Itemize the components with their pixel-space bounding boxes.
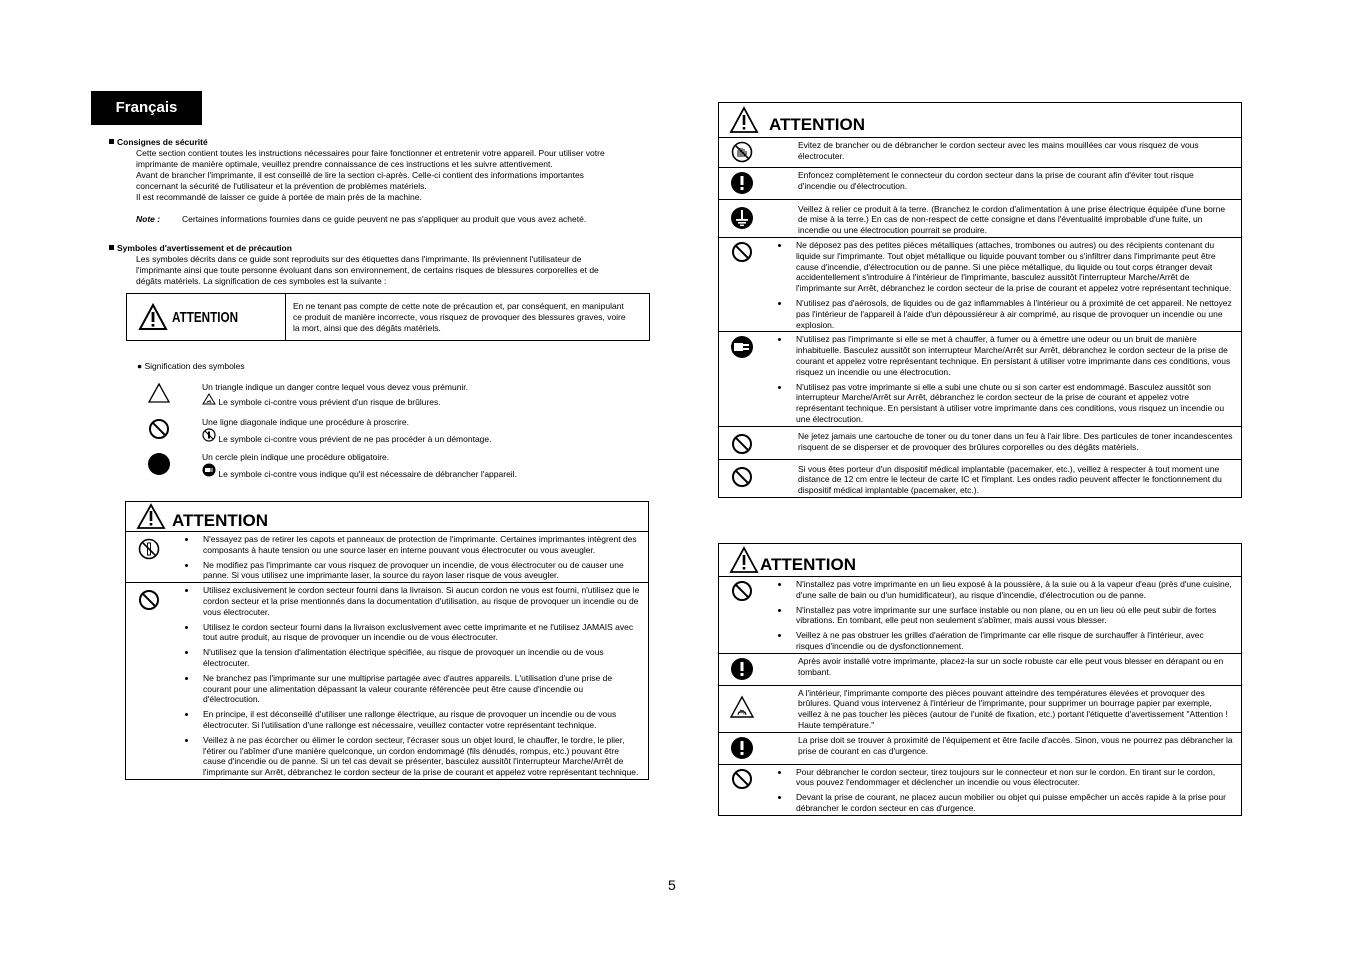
symbols-meaning-title: ● Signification des symboles <box>137 361 245 371</box>
meaning-triangle: Un triangle indique un danger contre lequel vous devez vous prémunir. Le symbole ci-contre vous prévient d'un risque de brûlures. <box>202 382 469 407</box>
list-item: • Devant la prise de courant, ne placez aucun mobilier ou objet qui puisse empêcher un accès rapide à la prise pour débrancher le cordon secteur en cas d'urgence. <box>790 792 1233 814</box>
attention-legend-box <box>126 293 650 341</box>
list-item: • Veillez à ne pas obstruer les grilles d'aération de l'imprimante car elle risque de surchauffer à l'intérieur, avec risques d'incendie ou de dysfonctionnement. <box>790 630 1233 652</box>
table-row <box>126 532 648 583</box>
row-text: Après avoir installé votre imprimante, placez-la sur un socle robuste car elle peut vous blesser en dérapant ou en tombant. <box>765 653 1241 685</box>
warning-triangle-icon <box>136 503 166 530</box>
burn-warning-icon <box>202 393 216 405</box>
row-text: Enfoncez complètement le connecteur du cordon secteur dans la prise de courant afin d'éviter tout risque d'incendie ou d'électrocution. <box>765 167 1241 199</box>
note-text: Certaines informations fournies dans ce guide peuvent ne pas s'appliquer au produit que vous avez acheté. <box>182 214 587 224</box>
attention-box-3-header <box>719 544 1241 577</box>
table-row <box>719 685 1241 732</box>
table-row <box>719 764 1241 815</box>
list-item: • Ne modifiez pas l'imprimante car vous risquez de provoquer un incendie, de vous électrocuter ou de causer une panne. Si vous utilisez une imprimante laser, la source du rayon laser risque de vous aveugler. <box>197 560 640 582</box>
attention-box-2-header <box>719 103 1241 138</box>
no-disassembly-icon <box>202 428 216 442</box>
list-item: • N'utilisez pas d'aérosols, de liquides ou de gaz inflammables à l'intérieur ou à proximité de cet appareil. Ne nettoyez pas l'intérieur de l'appareil à l'aide d'un dépoussiéreur à air comprimé, au risque de provoquer un incendie ou une explosion. <box>790 298 1233 330</box>
prohibition-icon <box>731 466 753 488</box>
list-item: • Ne branchez pas l'imprimante sur une multiprise partagée avec d'autres appareils. L'utilisation d'une prise de courant pour une alimentation dépassant la valeur courante référencée peut être cause d'incendie ou d'électrocution. <box>197 673 640 705</box>
row-text: Evitez de brancher ou de débrancher le cordon secteur avec les mains mouillées car vous risquez de vous électrocuter. <box>798 140 1199 161</box>
list-item: • N'utilisez pas votre imprimante si elle a subi une chute ou si son carter est endommagé. Basculez aussitôt son interrupteur Marche/Arrêt sur Arrêt, débranchez le cordon secteur de la prise de courant et appelez votre représentant technique. En persistant à utiliser votre imprimante dans ces conditions, vous risquez un incendie ou une électrocution. <box>790 382 1233 425</box>
list-item: • En principe, il est déconseillé d'utiliser une rallonge électrique, au risque de provoquer un incendie ou de vous électrocuter. Si l'utilisation d'une rallonge est nécessaire, veuillez contacter votre représentant technique. <box>197 709 640 731</box>
symbols-title: Symboles d'avertissement et de précaution <box>109 243 679 254</box>
symbols-line: l'imprimante ainsi que toute personne évoluant dans son environnement, de certains risques de blessures corporelles et de <box>136 265 599 275</box>
table-row <box>719 237 1241 331</box>
table-row <box>719 426 1241 459</box>
meaning-mandatory: Un cercle plein indique une procédure obligatoire. Le symbole ci-contre vous indique qu'il est nécessaire de débrancher l'appareil. <box>202 452 517 479</box>
attention-heading: ATTENTION <box>760 555 857 574</box>
triangle-symbol-icon <box>147 382 171 404</box>
list-item: • N'installez pas votre imprimante en un lieu exposé à la poussière, à la suie ou à la vapeur d'eau (près d'une cuisine, d'une salle de bain ou d'un humidificateur), au risque d'incendie, d'électrocution ou de panne. <box>790 579 1233 601</box>
symbols-line: Les symboles décrits dans ce guide sont reproduits sur des étiquettes dans l'imprimante. Ils préviennent l'utilisateur de <box>136 254 582 264</box>
mandatory-instruction-icon <box>730 657 754 681</box>
attention-box-2 <box>718 102 1242 498</box>
table-row <box>719 167 1241 199</box>
high-temperature-icon <box>729 695 755 719</box>
warning-triangle-icon <box>729 546 759 574</box>
table-row <box>719 653 1241 685</box>
table-row <box>719 332 1241 426</box>
table-row <box>719 199 1241 237</box>
prohibition-icon <box>138 589 160 611</box>
list-item: • N'installez pas votre imprimante sur une surface instable ou non plane, ou en un lieu où elle peut subir de fortes vibrations. En tombant, elle peut non seulement s'abîmer, mais aussi vous blesser. <box>790 605 1233 627</box>
attention-legend-word: ATTENTION <box>172 309 239 326</box>
safety-line: Avant de brancher l'imprimante, il est conseillé de lire la section ci-après. Celle-ci contient des informations importantes <box>136 170 584 180</box>
attention-legend-label <box>127 294 286 340</box>
row-text: A l'intérieur, l'imprimante comporte des pièces pouvant atteindre des températures élevées et provoquer des brûlures. Quand vous intervenez à l'intérieur de l'imprimante, pour supprimer un bourrage papier par exemple, veillez à ne pas toucher les pièces (autour de l'unité de fixation, etc.) portant l'étiquette d'avertissement "Attention ! Haute température." <box>765 685 1241 732</box>
list-item: • Ne déposez pas des petites pièces métalliques (attaches, trombones ou autres) ou des récipients contenant du liquide sur l'imprimante. Tout objet métallique ou liquide pouvant tomber ou s'infiltrer dans l'imprimante peut être cause d'incendie, d'électrocution ou de panne. Si une pièce métallique, du liquide ou tout corps étranger devait accidentellement s'introduire à l'intérieur de l'imprimante, basculez aussitôt l'interrupteur Marche/Arrêt de l'imprimante sur Arrêt, débranchez le cordon secteur de la prise de courant et appelez votre représentant technique. <box>790 240 1233 294</box>
attention-box-1-table <box>126 532 648 779</box>
ground-connection-icon <box>730 206 754 230</box>
wet-hands-prohibited-icon <box>731 141 753 163</box>
attention-legend-text: En ne tenant pas compte de cette note de précaution et, par conséquent, en manipulant ce produit de manière incorrecte, vous risquez de provoquer des blessures graves, voire la mort, ainsi que des dégâts matériels. <box>293 301 626 333</box>
mandatory-instruction-icon <box>730 736 754 760</box>
warning-triangle-icon <box>138 303 168 331</box>
table-row <box>719 459 1241 497</box>
row-text: Ne jetez jamais une cartouche de toner ou du toner dans un feu à l'air libre. Des particules de toner incandescentes risquent de se disperser et de provoquer des brûlures corporelles ou des dégâts matériels. <box>765 426 1241 459</box>
table-row <box>719 732 1241 764</box>
safety-line: imprimante de manière optimale, veuillez prendre connaissance de ces instructions et les suivre attentivement. <box>136 159 553 169</box>
attention-heading: ATTENTION <box>172 511 269 530</box>
list-item: • Veillez à ne pas écorcher ou élimer le cordon secteur, l'écraser sous un objet lourd, le chauffer, le tordre, le plier, l'étirer ou l'abîmer d'une manière quelconque, un cordon endommagé (fils dénudés, rompus, etc.) pouvant être cause d'incendie ou de panne. Si un tel cas devait se présenter, basculez aussitôt l'interrupteur Marche/Arrêt de l'imprimante sur Arrêt, débranchez le cordon secteur de la prise de courant et appelez votre représentant technique. <box>197 735 640 778</box>
mandatory-symbol-icon <box>147 452 171 476</box>
table-row <box>719 577 1241 653</box>
unplug-icon <box>730 335 754 359</box>
safety-line: Il est recommandé de laisser ce guide à portée de main près de la machine. <box>136 192 422 202</box>
attention-box-1-header <box>126 502 648 532</box>
row-text: Si vous êtes porteur d'un dispositif médical implantable (pacemaker, etc.), veillez à respecter à tout moment une distance de 12 cm entre le lecteur de carte IC et l'implant. Les ondes radio peuvent affecter le fonctionnement du dispositif médical implantable (pacemaker, etc.). <box>765 459 1241 497</box>
safety-note <box>136 214 679 225</box>
attention-box-3 <box>718 543 1242 816</box>
list-item: • Pour débrancher le cordon secteur, tirez toujours sur le connecteur et non sur le cordon. En tirant sur le cordon, vous pouvez l'endommager et déclencher un incendie ou vous électrocuter. <box>790 767 1233 789</box>
symbols-section <box>109 243 679 287</box>
row-text: La prise doit se trouver à proximité de l'équipement et être facile d'accès. Sinon, vous ne pourrez pas débrancher la prise de courant en cas d'urgence. <box>765 732 1241 764</box>
mandatory-instruction-icon <box>730 171 754 195</box>
list-item: • Utilisez le cordon secteur fourni dans la livraison exclusivement avec cette imprimante et ne l'utilisez JAMAIS avec tout autre produit, au risque de provoquer un incendie ou de vous électrocuter. <box>197 622 640 644</box>
safety-section <box>109 137 679 225</box>
prohibition-icon <box>731 241 753 263</box>
unplug-icon <box>202 463 216 477</box>
row-text: Veillez à relier ce produit à la terre. (Branchez le cordon d'alimentation à une prise électrique équipée d'une borne de mise à la terre.) En cas de non-respect de cette consigne et dans l'éventualité improbable d'une fuite, un incendie ou une électrocution pourrait se produire. <box>765 199 1241 237</box>
safety-title: Consignes de sécurité <box>109 137 679 148</box>
symbols-line: dégâts matériels. La signification de ces symboles est la suivante : <box>136 276 387 286</box>
prohibition-icon <box>731 580 753 602</box>
note-label: Note : <box>136 214 161 224</box>
attention-box-2-table <box>719 138 1241 497</box>
warning-triangle-icon <box>729 106 759 134</box>
attention-heading: ATTENTION <box>769 115 866 134</box>
list-item: • N'essayez pas de retirer les capots et panneaux de protection de l'imprimante. Certaines imprimantes intègrent des composants à haute tension ou une source laser en interne pouvant vous électrocuter ou vous aveugler. <box>197 534 640 556</box>
prohibition-icon <box>731 768 753 790</box>
safety-line: concernant la sécurité de l'utilisateur et la prévention de problèmes matériels. <box>136 181 427 191</box>
table-row <box>126 583 648 779</box>
meaning-prohibition: Une ligne diagonale indique une procédure à proscrire. Le symbole ci-contre vous prévient de ne pas procéder à un démontage. <box>202 417 492 444</box>
prohibition-symbol-icon <box>148 418 170 440</box>
attention-box-3-table <box>719 577 1241 815</box>
safety-line: Cette section contient toutes les instructions nécessaires pour faire fonctionner et entretenir votre appareil. Pour utiliser votre <box>136 148 605 158</box>
list-item: • N'utilisez que la tension d'alimentation électrique spécifiée, au risque de provoquer un incendie ou de vous électrocuter. <box>197 647 640 669</box>
attention-box-1 <box>125 501 649 780</box>
language-tab: Français <box>91 91 202 125</box>
prohibition-icon <box>731 433 753 455</box>
table-row <box>719 138 1241 167</box>
list-item: • N'utilisez pas l'imprimante si elle se met à chauffer, à fumer ou à émettre une odeur ou un bruit de manière inhabituelle. Basculez aussitôt son interrupteur Marche/Arrêt sur Arrêt, débranchez le cordon secteur de la prise de courant et appelez votre représentant technique. En persistant à utiliser votre imprimante dans ces conditions, vous risquez un incendie ou une électrocution. <box>790 334 1233 377</box>
no-disassembly-icon <box>138 538 160 560</box>
list-item: • Utilisez exclusivement le cordon secteur fourni dans la livraison. Si aucun cordon ne vous est fourni, n'utilisez que le cordon secteur et la prise mentionnés dans la documentation d'utilisation, au risque de provoquer un incendie ou de vous électrocuter. <box>197 585 640 617</box>
page-number: 5 <box>668 877 676 893</box>
